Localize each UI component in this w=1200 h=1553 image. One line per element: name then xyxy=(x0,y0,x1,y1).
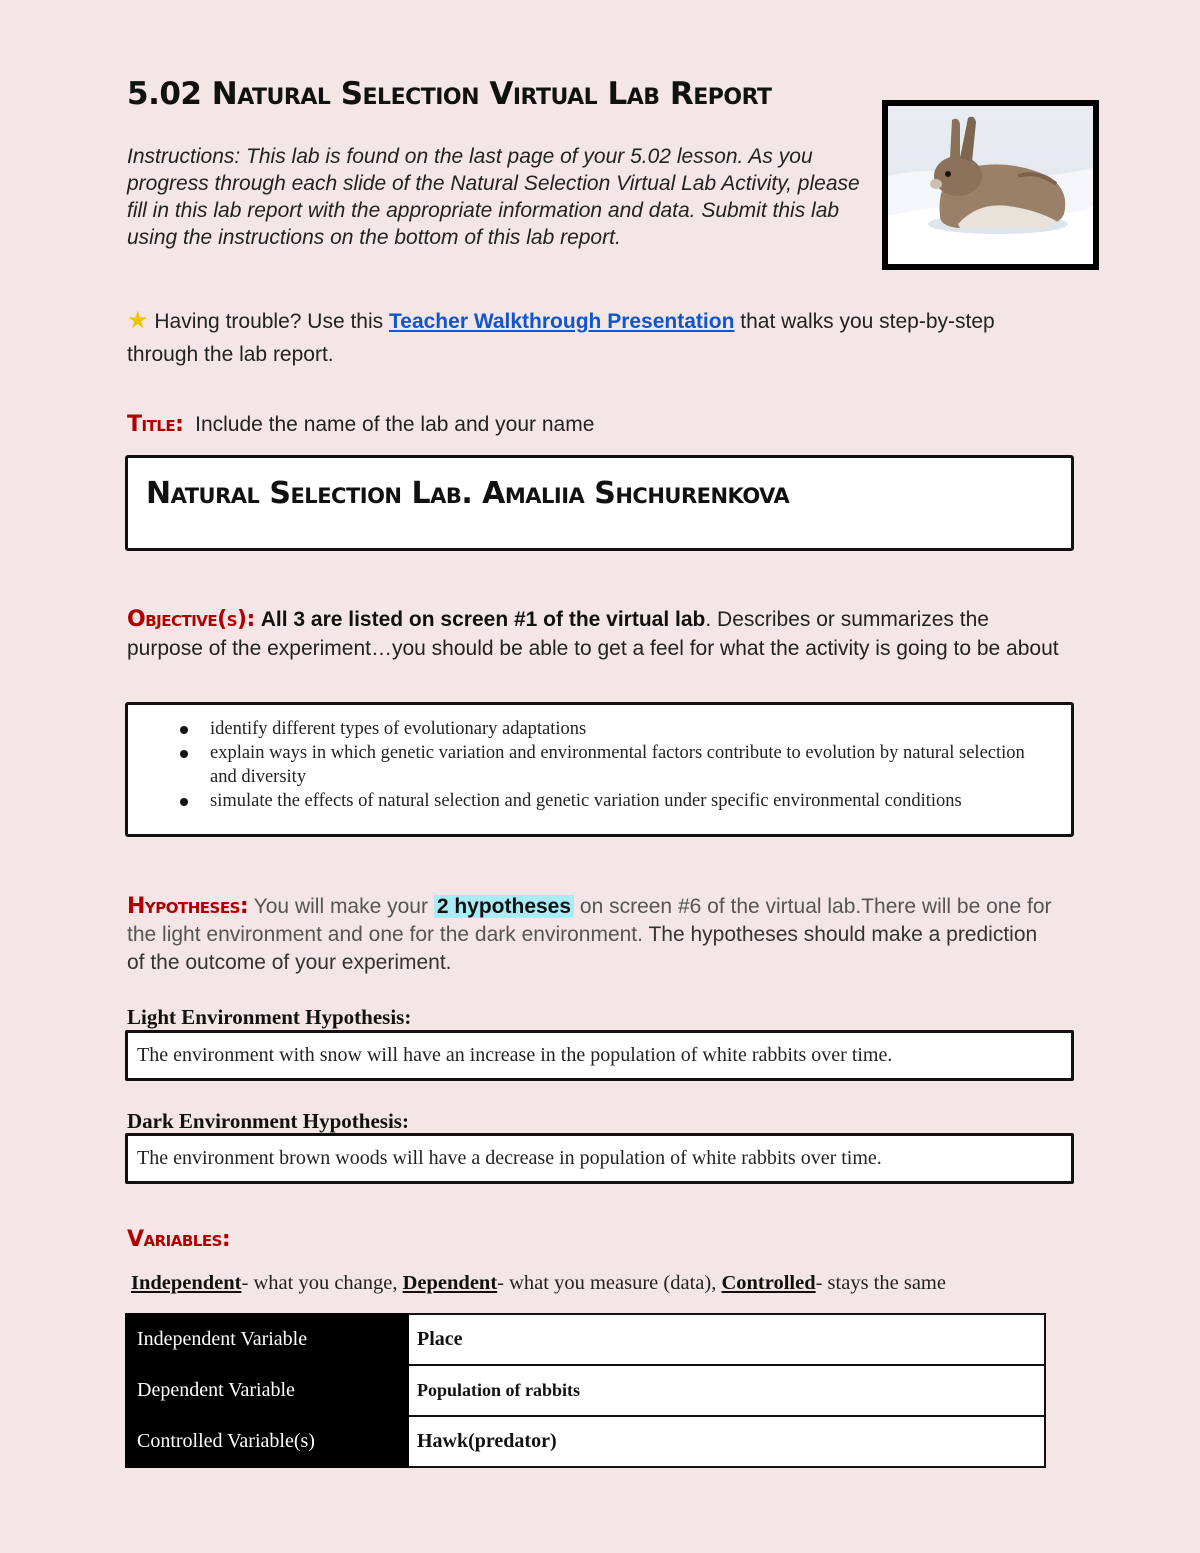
controlled-variable-value[interactable]: Hawk(predator) xyxy=(408,1416,1045,1467)
title-answer-box[interactable] xyxy=(125,455,1074,551)
table-row xyxy=(126,1416,1045,1467)
hypotheses-prompt-dark: The hypotheses should make a prediction of the outcome of your experiment. xyxy=(127,923,1038,974)
title-answer[interactable]: Natural Selection Lab. Amaliia Shchurenkova xyxy=(146,476,790,511)
variables-label: Variables: xyxy=(127,1227,231,1252)
light-hypothesis-label: Light Environment Hypothesis: xyxy=(127,1005,412,1029)
objectives-answer-box[interactable] xyxy=(125,702,1074,837)
hypotheses-prompt-after: on screen #6 of the virtual lab. xyxy=(579,895,862,918)
hypotheses-label: Hypotheses: xyxy=(127,894,249,919)
dark-hypothesis-box[interactable]: The environment brown woods will have a decrease in population of white rabbits over time. xyxy=(125,1133,1074,1184)
table-row xyxy=(126,1314,1045,1365)
controlled-term: Controlled xyxy=(721,1272,816,1294)
help-suffix: that walks you step-by-step through the lab report. xyxy=(127,310,995,366)
list-item: explain ways in which genetic variation and environmental factors contribute to evolution by natural selection and diversity xyxy=(180,741,1040,789)
hypotheses-highlight: 2 hypotheses xyxy=(434,895,574,918)
rabbit-in-snow-photo-icon xyxy=(888,106,1093,264)
hypotheses-prompt-rest: There will be one for the light environment and one for the dark environment. xyxy=(127,895,1052,946)
title-section-header xyxy=(127,412,594,437)
rabbit-photo xyxy=(882,100,1099,270)
dependent-variable-value[interactable]: Population of rabbits xyxy=(408,1365,1045,1416)
objective-prompt: . Describes or summarizes the purpose of the experiment…you should be able to get a feel for what the activity is going to be about xyxy=(127,608,1059,660)
help-prefix: Having trouble? Use this xyxy=(154,310,384,333)
dependent-desc: - what you measure (data), xyxy=(497,1272,717,1294)
hypotheses-section-header xyxy=(127,893,1057,977)
dependent-variable-key: Dependent Variable xyxy=(126,1365,408,1416)
variables-description xyxy=(131,1272,1091,1295)
title-label: Title: xyxy=(127,412,184,437)
independent-term: Independent xyxy=(131,1272,242,1294)
instructions-text: Instructions: This lab is found on the last page of your 5.02 lesson. As you progress through each slide of the Natural Selection Virtual Lab Activity, please fill in this lab report with the appropriate information and data. Submit this lab using the instructions on the bottom of this lab report. xyxy=(127,145,860,249)
teacher-walkthrough-link[interactable]: Teacher Walkthrough Presentation xyxy=(389,310,735,333)
controlled-variable-key: Controlled Variable(s) xyxy=(126,1416,408,1467)
dependent-term: Dependent xyxy=(402,1272,498,1294)
list-item: identify different types of evolutionary adaptations xyxy=(180,717,1040,741)
independent-variable-value[interactable]: Place xyxy=(408,1314,1045,1365)
document-title: 5.02 Natural Selection Virtual Lab Report xyxy=(127,76,772,112)
objective-bold-prompt: All 3 are listed on screen #1 of the virtual lab xyxy=(260,608,706,631)
help-line xyxy=(127,304,1027,371)
title-prompt: Include the name of the lab and your name xyxy=(195,413,595,436)
variables-table xyxy=(125,1313,1046,1468)
controlled-desc: - stays the same xyxy=(815,1272,946,1294)
independent-desc: - what you change, xyxy=(241,1272,398,1294)
objective-label: Objective(s): xyxy=(127,607,255,632)
star-icon: ★ xyxy=(127,307,149,334)
objectives-list xyxy=(180,717,1040,813)
dark-hypothesis-label: Dark Environment Hypothesis: xyxy=(127,1109,409,1133)
hypotheses-prompt-before: You will make your xyxy=(253,895,428,918)
objective-section-header xyxy=(127,605,1067,663)
independent-variable-key: Independent Variable xyxy=(126,1314,408,1365)
table-row xyxy=(126,1365,1045,1416)
list-item: simulate the effects of natural selection and genetic variation under specific environmental conditions xyxy=(180,789,1040,813)
light-hypothesis-box[interactable]: The environment with snow will have an increase in the population of white rabbits over time. xyxy=(125,1030,1074,1081)
